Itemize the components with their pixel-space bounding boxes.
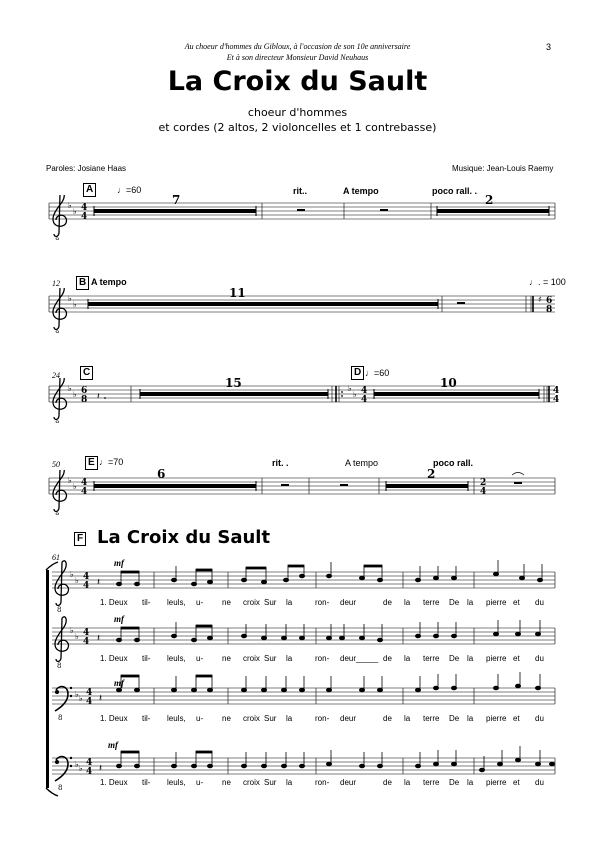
lyric-syllable: til-: [142, 654, 151, 663]
a-tempo-mark: A tempo: [91, 277, 127, 287]
lyric-syllable: de: [383, 654, 392, 663]
lyric-syllable: deur_____: [340, 654, 379, 663]
treble-clef-icon: [53, 288, 66, 333]
treble-clef-icon: [53, 470, 66, 515]
lyric-syllable: Sur: [264, 714, 277, 723]
svg-text:♭: ♭: [79, 694, 83, 703]
lyric-syllable: 1. Deux: [100, 714, 128, 723]
lyric-syllable: leuls,: [167, 714, 186, 723]
svg-text:♭: ♭: [75, 576, 79, 585]
svg-text:♭: ♭: [68, 384, 72, 393]
svg-text:♭: ♭: [73, 390, 77, 399]
svg-text:4: 4: [86, 688, 93, 698]
lyric-syllable: pierre: [486, 598, 507, 607]
lyric-syllable: deur: [340, 598, 357, 607]
measure-number: 50: [52, 460, 60, 469]
svg-text:♭: ♭: [68, 294, 72, 303]
rehearsal-mark-e: E: [85, 456, 98, 470]
a-tempo-mark: A tempo: [343, 186, 379, 196]
lyric-syllable: du: [535, 598, 544, 607]
poco-rall-mark: poco rall. .: [432, 186, 478, 196]
lyric-syllable: pierre: [486, 654, 507, 663]
multirest-count: 2: [427, 467, 436, 481]
subtitle-line-2: et cordes (2 altos, 2 violoncelles et 1 contrebasse): [158, 121, 437, 134]
lyric-syllable: deur: [340, 778, 357, 787]
rehearsal-mark-a: A: [83, 183, 96, 197]
lyric-syllable: Sur: [264, 598, 277, 607]
svg-text:4: 4: [361, 386, 368, 396]
svg-text:6: 6: [81, 386, 88, 396]
lyric-syllable: De: [449, 654, 460, 663]
rehearsal-mark-f: F: [74, 532, 86, 546]
svg-text:♭: ♭: [75, 632, 79, 641]
lyric-syllable: til-: [142, 598, 151, 607]
composer-credit: Musique: Jean-Louis Raemy: [452, 164, 554, 173]
lyrics-line-4: [0, 778, 595, 790]
svg-text:4: 4: [83, 637, 90, 647]
svg-text:4: 4: [83, 628, 90, 638]
dynamic-mf: mf: [114, 558, 124, 568]
lyric-syllable: ron-: [315, 598, 330, 607]
staff-system-2: [44, 288, 564, 333]
section-title: La Croix du Sault: [97, 527, 271, 548]
page-number: 3: [546, 42, 552, 52]
svg-text:4: 4: [86, 758, 93, 768]
lyric-syllable: De: [449, 714, 460, 723]
lyric-syllable: la: [404, 778, 411, 787]
svg-text:♭: ♭: [75, 760, 79, 769]
lyric-syllable: du: [535, 778, 544, 787]
svg-text:♭: ♭: [75, 690, 79, 699]
lyric-syllable: til-: [142, 714, 151, 723]
lyrics-line-1: [0, 598, 595, 610]
svg-text:𝄽: 𝄽: [97, 392, 100, 402]
lyric-syllable: de: [383, 778, 392, 787]
lyric-syllable: terre: [423, 654, 440, 663]
lyric-syllable: la: [467, 778, 474, 787]
lyric-syllable: u-: [196, 714, 204, 723]
quarter-note-icon: ♩: [117, 185, 126, 195]
svg-text:4: 4: [81, 203, 88, 213]
staff-system-4: [44, 470, 564, 515]
svg-text:4: 4: [81, 478, 88, 488]
lyric-syllable: leuls,: [167, 654, 186, 663]
measure-number: 12: [52, 279, 60, 288]
lyric-syllable: ne: [222, 714, 231, 723]
svg-text:♭: ♭: [353, 390, 357, 399]
svg-text:4: 4: [86, 697, 93, 707]
rehearsal-mark-d: D: [351, 366, 364, 380]
svg-text:♭: ♭: [70, 570, 74, 579]
rehearsal-mark-c: C: [80, 366, 93, 380]
staff-system-1: [44, 195, 564, 240]
svg-text:4: 4: [86, 767, 93, 777]
lyric-syllable: Sur: [264, 778, 277, 787]
svg-text:♭: ♭: [73, 207, 77, 216]
svg-text:𝄽: 𝄽: [99, 763, 103, 774]
rit-mark: rit. .: [272, 458, 289, 468]
lyrics-line-3: [0, 714, 595, 726]
measure-number: 24: [52, 371, 60, 380]
svg-text:𝄽: 𝄽: [97, 577, 101, 588]
svg-text:♭: ♭: [68, 476, 72, 485]
lyric-syllable: De: [449, 778, 460, 787]
quarter-note-icon: ♩: [365, 368, 374, 378]
lyric-syllable: ne: [222, 654, 231, 663]
svg-text:♭: ♭: [73, 300, 77, 309]
svg-text:2: 2: [480, 478, 487, 488]
multirest-count: 10: [440, 376, 457, 390]
lyric-syllable: u-: [196, 598, 204, 607]
svg-text:♭: ♭: [73, 482, 77, 491]
svg-text:6: 6: [546, 296, 553, 306]
lyric-syllable: la: [404, 598, 411, 607]
multirest-count: 6: [157, 467, 166, 481]
dedication-line-2: Et à son directeur Monsieur David Neuhaus: [226, 53, 369, 62]
lyric-syllable: terre: [423, 714, 440, 723]
dynamic-mf: mf: [108, 740, 118, 750]
svg-text:♭: ♭: [348, 384, 352, 393]
multirest-count: 15: [225, 376, 242, 390]
lyric-syllable: du: [535, 654, 544, 663]
lyric-syllable: la: [286, 778, 293, 787]
lyric-syllable: la: [467, 598, 474, 607]
dedication-line-1: Au choeur d'hommes du Gibloux, à l'occasion de son 10e anniversaire: [184, 42, 411, 51]
staff-system-3: [44, 378, 564, 423]
svg-text:♭: ♭: [70, 626, 74, 635]
lyric-syllable: la: [286, 654, 293, 663]
lyric-syllable: leuls,: [167, 778, 186, 787]
page-title: La Croix du Sault: [167, 66, 428, 97]
lyric-syllable: et: [513, 598, 520, 607]
lyric-syllable: 1. Deux: [100, 778, 128, 787]
svg-text:𝄽: 𝄽: [97, 633, 101, 644]
lyric-syllable: De: [449, 598, 460, 607]
svg-text:4: 4: [81, 487, 88, 497]
svg-text:♯: ♯: [538, 295, 542, 304]
svg-text:𝄽: 𝄽: [99, 693, 103, 704]
lyric-syllable: deur: [340, 714, 357, 723]
lyric-syllable: croix: [243, 654, 260, 663]
measure-number: 61: [52, 553, 60, 562]
svg-text:♭: ♭: [79, 764, 83, 773]
treble-clef-icon: [53, 195, 66, 240]
svg-text:♭: ♭: [68, 201, 72, 210]
quarter-note-icon: ♩: [99, 457, 108, 467]
lyric-syllable: ne: [222, 778, 231, 787]
lyric-syllable: til-: [142, 778, 151, 787]
tempo-marking: ♩=70: [99, 457, 124, 467]
lyric-syllable: terre: [423, 778, 440, 787]
lyric-syllable: ron-: [315, 654, 330, 663]
lyric-syllable: la: [404, 654, 411, 663]
poco-rall-mark: poco rall.: [433, 458, 474, 468]
svg-text:8: 8: [546, 305, 553, 315]
lyric-syllable: de: [383, 598, 392, 607]
svg-text:4: 4: [553, 395, 560, 405]
svg-text:4: 4: [361, 395, 368, 405]
lyric-syllable: du: [535, 714, 544, 723]
quarter-note-icon: ♩: [529, 277, 538, 287]
lyric-syllable: pierre: [486, 714, 507, 723]
lyric-syllable: 1. Deux: [100, 654, 128, 663]
lyric-syllable: ne: [222, 598, 231, 607]
lyric-syllable: la: [467, 714, 474, 723]
tempo-marking: ♩=60: [365, 368, 390, 378]
lyric-syllable: pierre: [486, 778, 507, 787]
svg-text:4: 4: [83, 581, 90, 591]
lyric-syllable: u-: [196, 654, 204, 663]
lyric-syllable: ron-: [315, 778, 330, 787]
svg-text:4: 4: [480, 487, 487, 497]
lyric-syllable: 1. Deux: [100, 598, 128, 607]
rit-mark: rit..: [293, 186, 308, 196]
lyric-syllable: croix: [243, 598, 260, 607]
lyric-syllable: et: [513, 778, 520, 787]
lyricist-credit: Paroles: Josiane Haas: [46, 164, 127, 173]
lyric-syllable: croix: [243, 714, 260, 723]
svg-text:4: 4: [553, 386, 560, 396]
multirest-count: 11: [229, 286, 246, 300]
lyric-syllable: et: [513, 714, 520, 723]
rehearsal-mark-b: B: [76, 276, 89, 290]
lyric-syllable: terre: [423, 598, 440, 607]
tempo-marking: ♩=60: [117, 185, 142, 195]
treble-clef-icon: [53, 378, 66, 423]
lyric-syllable: la: [286, 598, 293, 607]
dynamic-mf: mf: [114, 614, 124, 624]
multirest-count: 2: [485, 193, 494, 207]
subtitle-line-1: choeur d'hommes: [247, 106, 348, 119]
lyric-syllable: ron-: [315, 714, 330, 723]
lyric-syllable: la: [404, 714, 411, 723]
lyric-syllable: Sur: [264, 654, 277, 663]
tempo-marking: ♩. = 100: [529, 277, 566, 287]
lyrics-line-2: [0, 654, 595, 666]
multirest-count: 7: [172, 193, 181, 207]
lyric-syllable: la: [467, 654, 474, 663]
svg-text:4: 4: [81, 212, 88, 222]
lyric-syllable: et: [513, 654, 520, 663]
svg-text:8: 8: [81, 395, 88, 405]
a-tempo-mark: A tempo: [345, 458, 379, 468]
lyric-syllable: la: [286, 714, 293, 723]
lyric-syllable: de: [383, 714, 392, 723]
lyric-syllable: u-: [196, 778, 204, 787]
svg-text:4: 4: [83, 572, 90, 582]
dynamic-mf: mf: [114, 678, 124, 688]
lyric-syllable: croix: [243, 778, 260, 787]
lyric-syllable: leuls,: [167, 598, 186, 607]
